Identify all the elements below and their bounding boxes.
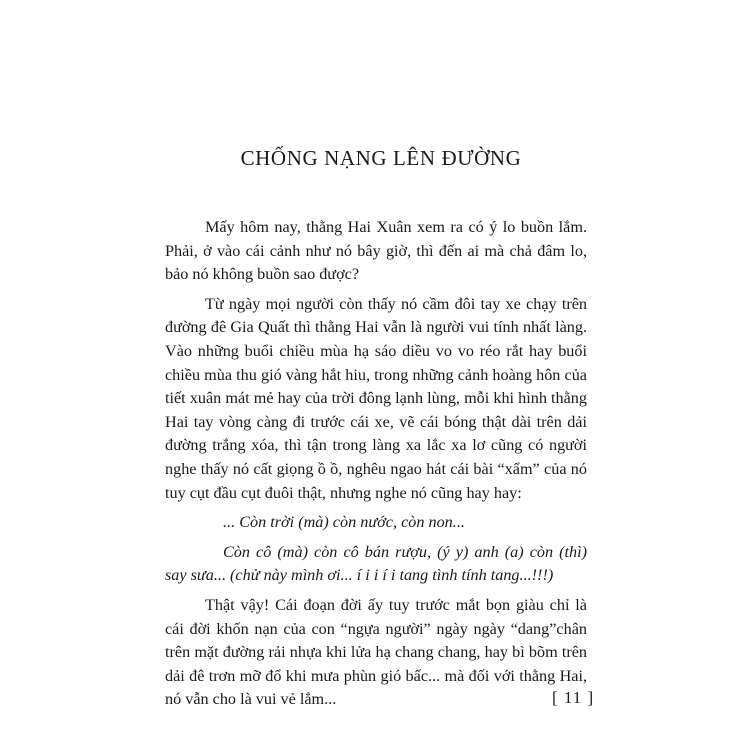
paragraph-3: Thật vậy! Cái đoạn đời ấy tuy trước mắt bọn giàu chỉ là cái đời khốn nạn của con “ngựa người” ngày ngày “dang”chân trên mặt đường rải nhựa khi lửa hạ chang chang, hay bì bõm trên dải đê trơn mỡ đổ khi mưa phùn gió bấc... mà đối với thằng Hai, nó vẫn cho là vui vẻ lắm... (165, 595, 587, 709)
verse-line-1: ... Còn trời (mà) còn nước, còn non... (223, 513, 465, 532)
chapter-body (165, 216, 587, 718)
paragraph-1: Mấy hôm nay, thằng Hai Xuân xem ra có ý lo buồn lắm. Phải, ở vào cái cảnh như nó bây giờ, thì đến ai mà chả đâm lo, bảo nó không buồn sao được? (165, 218, 587, 284)
paragraph-2: Từ ngày mọi người còn thấy nó cầm đôi tay xe chạy trên đường đê Gia Quất thì thằng Hai vẫn là người vui tính nhất làng. Vào những buổi chiều mùa hạ sáo diều vo vo réo rắt hay buổi chiều mùa thu gió vàng hắt hiu, trong những cảnh hoàng hôn của tiết xuân mát mẻ hay của trời đông lạnh lùng, mỗi khi hình thằng Hai tay vòng càng đi trước cái xe, vẽ cái bóng thật dài trên dải đường trắng xóa, thì tận trong làng xa lắc xa lơ cũng có người nghe thấy nó cất giọng ồ ồ, nghêu ngao hát cái bài “xẩm” của nó tuy cụt đầu cụt đuôi thật, nhưng nghe nó cũng hay hay: (165, 294, 587, 502)
chapter-title: CHỐNG NẠNG LÊN ĐƯỜNG (240, 146, 522, 170)
verse-line-2: Còn cô (mà) còn cô bán rượu, (ý y) anh (a) còn (thì) say sưa... (chử này mình ơi... í i i í i tang tình tính tang...!!!) (165, 542, 587, 585)
page-number: [ 11 ] (552, 688, 595, 707)
